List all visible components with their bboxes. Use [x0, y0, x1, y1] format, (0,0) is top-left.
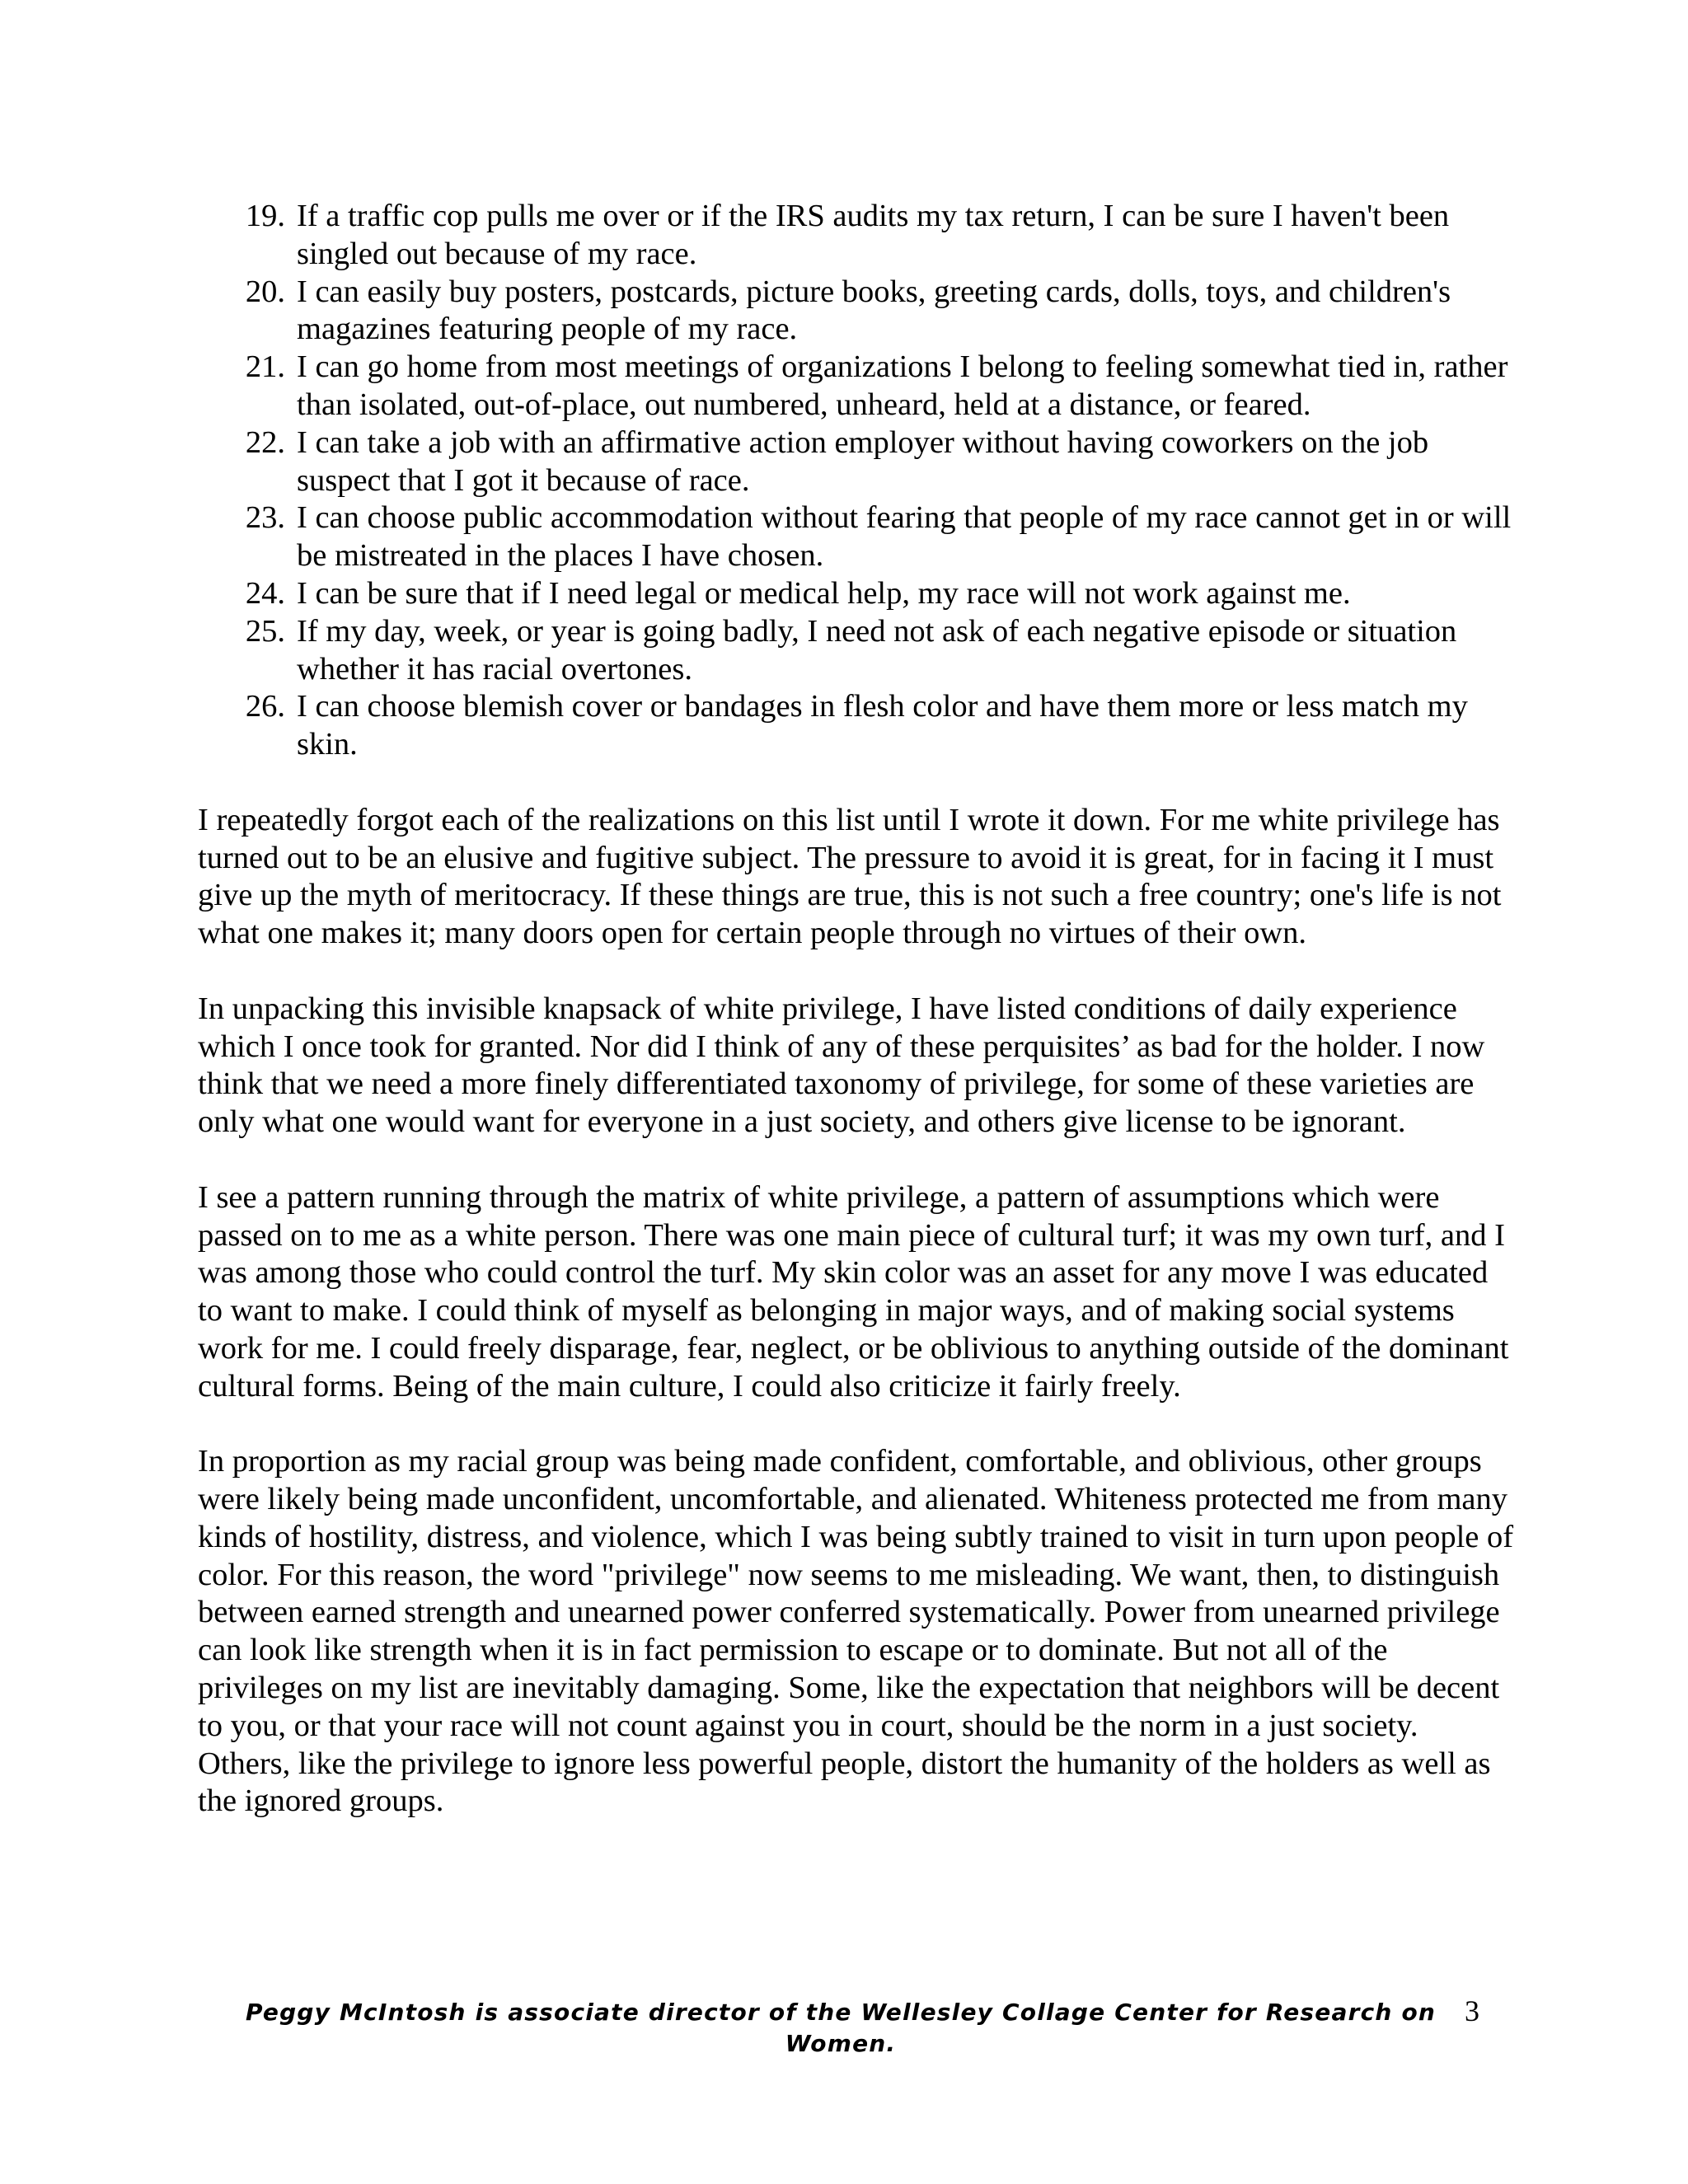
- list-item: [198, 575, 1517, 613]
- list-item-number: 25.: [245, 613, 285, 649]
- list-item-number: 26.: [245, 689, 285, 724]
- list-item-text: I can go home from most meetings of organizations I belong to feeling somewhat tied in, rather than isolated, out-of-place, out numbered, unheard, held at a distance, or feared.: [297, 349, 1508, 422]
- list-item: [198, 613, 1517, 689]
- list-item-text: If a traffic cop pulls me over or if the IRS audits my tax return, I can be sure I haven't been singled out because of my race.: [297, 199, 1450, 271]
- list-item-number: 20.: [245, 274, 285, 309]
- list-item: [198, 688, 1517, 764]
- author-footnote: Peggy McIntosh is associate director of the Wellesley Collage Center for Research on Women.: [245, 1999, 1437, 2057]
- list-item-text: I can be sure that if I need legal or medical help, my race will not work against me.: [297, 575, 1351, 611]
- list-item-text: I can choose blemish cover or bandages in flesh color and have them more or less match my skin.: [297, 689, 1468, 762]
- paragraph-pattern: I see a pattern running through the matrix of white privilege, a pattern of assumptions which were passed on to me as a white person. There was one main piece of cultural turf; it was my own turf, and I was among those who could control the turf. My skin color was an asset for any move I was educated to want to make. I could think of myself as belonging in major ways, and of making social systems work for me. I could freely disparage, fear, neglect, or be oblivious to anything outside of the dominant cultural forms. Being of the main culture, I could also criticize it fairly freely.: [198, 1179, 1509, 1404]
- list-item: [198, 424, 1517, 500]
- list-item: [198, 274, 1517, 349]
- paragraph-realizations: I repeatedly forgot each of the realizations on this list until I wrote it down. For me white privilege has turned out to be an elusive and fugitive subject. The pressure to avoid it is great, for in facing it I must give up the myth of meritocracy. If these things are true, this is not such a free country; one's life is not what one makes it; many doors open for certain people through no virtues of their own.: [198, 802, 1502, 951]
- page-number: 3: [1465, 1994, 1479, 2027]
- body-text: [198, 198, 1517, 1821]
- list-item-number: 23.: [245, 500, 285, 536]
- list-item-text: I can choose public accommodation without fearing that people of my race cannot get in or will be mistreated in the places I have chosen.: [297, 500, 1512, 574]
- list-item-text: I can easily buy posters, postcards, picture books, greeting cards, dolls, toys, and children's magazines featuring people of my race.: [297, 274, 1451, 347]
- paragraph-knapsack: In unpacking this invisible knapsack of white privilege, I have listed conditions of daily experience which I once took for granted. Nor did I think of any of these perquisites’ as bad for the holder. I now think that we need a more finely differentiated taxonomy of privilege, for some of these varieties are only what one would want for everyone in a just society, and others give license to be ignorant.: [198, 991, 1485, 1140]
- list-item: [198, 198, 1517, 274]
- privilege-list: [198, 198, 1517, 764]
- list-item-text: I can take a job with an affirmative action employer without having coworkers on the job suspect that I got it because of race.: [297, 424, 1429, 498]
- list-item-number: 21.: [245, 349, 285, 385]
- list-item-number: 22.: [245, 424, 285, 460]
- list-item-number: 24.: [245, 575, 285, 611]
- list-item-text: If my day, week, or year is going badly, I need not ask of each negative episode or situation whether it has racial overtones.: [297, 613, 1457, 687]
- list-item: [198, 349, 1517, 424]
- list-item: [198, 499, 1517, 575]
- paragraph-proportion: In proportion as my racial group was being made confident, comfortable, and oblivious, other groups were likely being made unconfident, uncomfortable, and alienated. Whiteness protected me from many kinds of hostility, distress, and violence, which I was being subtly trained to visit in turn upon people of color. For this reason, the word "privilege" now seems to me misleading. We want, then, to distinguish between earned strength and unearned power conferred systematically. Power from unearned privilege can look like strength when it is in fact permission to escape or to dominate. But not all of the privileges on my list are inevitably damaging. Some, like the expectation that neighbors will be decent to you, or that your race will not count against you in court, should be the norm in a just society. Others, like the privilege to ignore less powerful people, distort the humanity of the holders as well as the ignored groups.: [198, 1444, 1514, 1819]
- list-item-number: 19.: [245, 199, 285, 233]
